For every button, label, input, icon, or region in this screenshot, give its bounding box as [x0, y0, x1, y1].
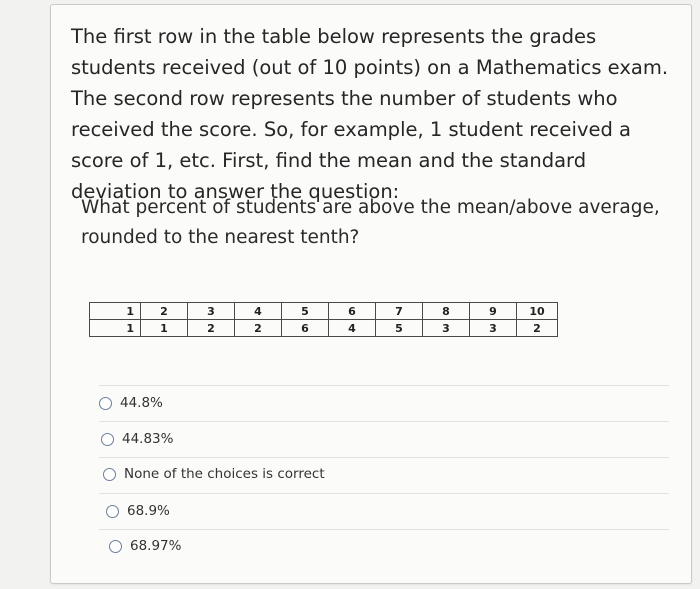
table-cell: 4: [329, 320, 376, 337]
table-cell: 6: [282, 320, 329, 337]
table-cell: 4: [235, 303, 282, 320]
radio-icon[interactable]: [99, 397, 112, 410]
question-prompt: What percent of students are above the mean/above average, rounded to the nearest tenth?: [81, 197, 660, 248]
table-cell: 2: [235, 320, 282, 337]
divider: [99, 493, 669, 494]
table-cell: 10: [517, 303, 558, 320]
option-label: 44.8%: [120, 395, 163, 411]
question-card: [50, 4, 692, 584]
table-cell: 7: [376, 303, 423, 320]
table-row-scores: [90, 303, 558, 320]
table-cell: 3: [470, 320, 517, 337]
table-cell: 2: [141, 303, 188, 320]
table-cell: 8: [423, 303, 470, 320]
radio-icon[interactable]: [101, 433, 114, 446]
radio-icon[interactable]: [103, 468, 116, 481]
question-text: The first row in the table below represents the grades students received (out of 10 points) on a Mathematics exam. The second row represents the number of students who received the score. So, for example, 1 student received a score of 1, etc. First, find the mean and the standard deviation to answer the question:: [71, 25, 669, 203]
table-cell: 2: [188, 320, 235, 337]
table-cell: 5: [376, 320, 423, 337]
table-cell: 1: [90, 320, 141, 337]
table-row-counts: [90, 320, 558, 337]
table-cell: 3: [423, 320, 470, 337]
divider: [99, 529, 669, 530]
table-cell: 9: [470, 303, 517, 320]
grades-table: [89, 302, 558, 337]
table-cell: 1: [90, 303, 141, 320]
option-44-8[interactable]: [99, 395, 163, 411]
option-68-97[interactable]: [109, 538, 181, 554]
table-cell: 1: [141, 320, 188, 337]
option-label: 68.97%: [130, 538, 182, 554]
option-label: None of the choices is correct: [124, 466, 325, 482]
option-label: 44.83%: [122, 431, 174, 447]
table-cell: 3: [188, 303, 235, 320]
divider: [99, 457, 669, 458]
radio-icon[interactable]: [106, 505, 119, 518]
option-44-83[interactable]: [101, 431, 173, 447]
option-none-correct[interactable]: [103, 466, 325, 482]
option-68-9[interactable]: [106, 503, 170, 519]
divider: [99, 385, 669, 386]
divider: [99, 421, 669, 422]
option-label: 68.9%: [127, 503, 170, 519]
table-cell: 6: [329, 303, 376, 320]
table-cell: 2: [517, 320, 558, 337]
table-cell: 5: [282, 303, 329, 320]
radio-icon[interactable]: [109, 540, 122, 553]
